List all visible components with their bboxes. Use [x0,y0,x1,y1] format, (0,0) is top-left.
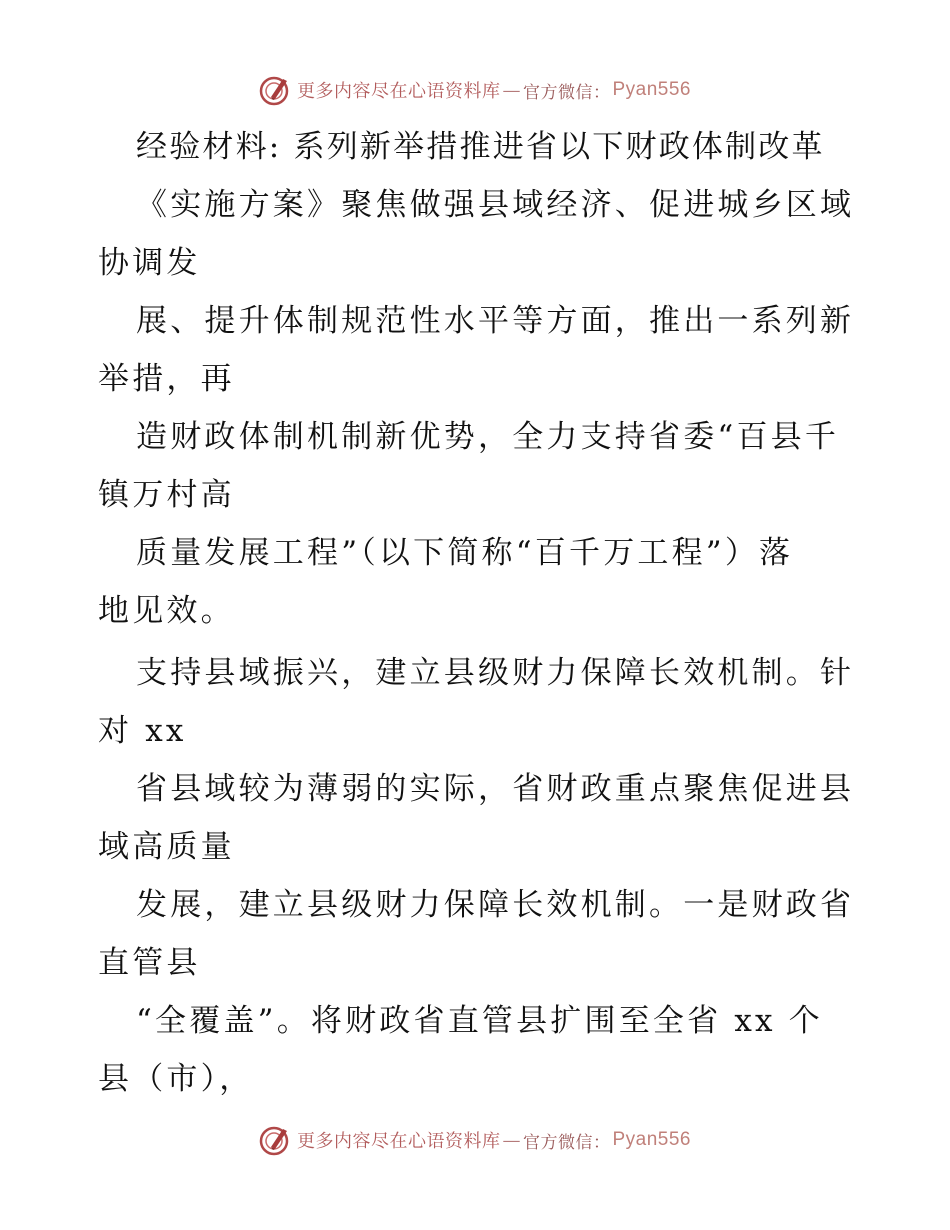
document-title: 经验材料: 系列新举措推进省以下财政体制改革 [136,129,825,165]
watermark-main-text: 更多内容尽在心语资料库 [296,1131,501,1152]
paragraph-line: 举措，再 [98,361,235,397]
watermark-footer [0,1120,950,1160]
watermark-wechat-id: Pyan556 [612,79,691,100]
watermark-wechat-label: 官方微信： [522,1132,611,1153]
paragraph-line: 发展，建立县级财力保障长效机制。一是财政省 [136,887,855,923]
paragraph-line: 省县域较为薄弱的实际，省财政重点聚焦促进县 [136,771,855,807]
pen-logo-icon [259,1123,293,1157]
paragraph-line: 协调发 [98,245,201,281]
paragraph-line: 直管县 [98,945,201,981]
paragraph-line: 县（市）， [98,1061,254,1097]
paragraph-line: 质量发展工程”（以下简称“百千万工程”）落 [136,535,794,571]
paragraph-line: 支持县域振兴，建立县级财力保障长效机制。针 [136,655,855,691]
paragraph-line: 地见效。 [98,593,235,629]
watermark-wechat-label: 官方微信： [522,82,611,103]
paragraph-line: 造财政体制机制新优势，全力支持省委“百县千 [136,419,840,455]
paragraph-line: 展、提升体制规范性水平等方面，推出一系列新 [136,303,855,339]
paragraph-line: 镇万村高 [98,477,235,513]
watermark-wechat-id: Pyan556 [612,1129,691,1150]
paragraph-line: 《实施方案》聚焦做强县域经济、促进城乡区域 [136,187,855,223]
pen-logo-icon [259,73,293,107]
watermark-dash: — [502,1129,521,1151]
paragraph-line: 域高质量 [98,829,235,865]
watermark-dash: — [502,79,521,101]
watermark-main-text: 更多内容尽在心语资料库 [296,81,501,102]
paragraph-line: “全覆盖”。将财政省直管县扩围至全省 xx 个 [136,1003,823,1039]
paragraph-line: 对 xx [98,713,187,749]
watermark-header [0,70,950,110]
